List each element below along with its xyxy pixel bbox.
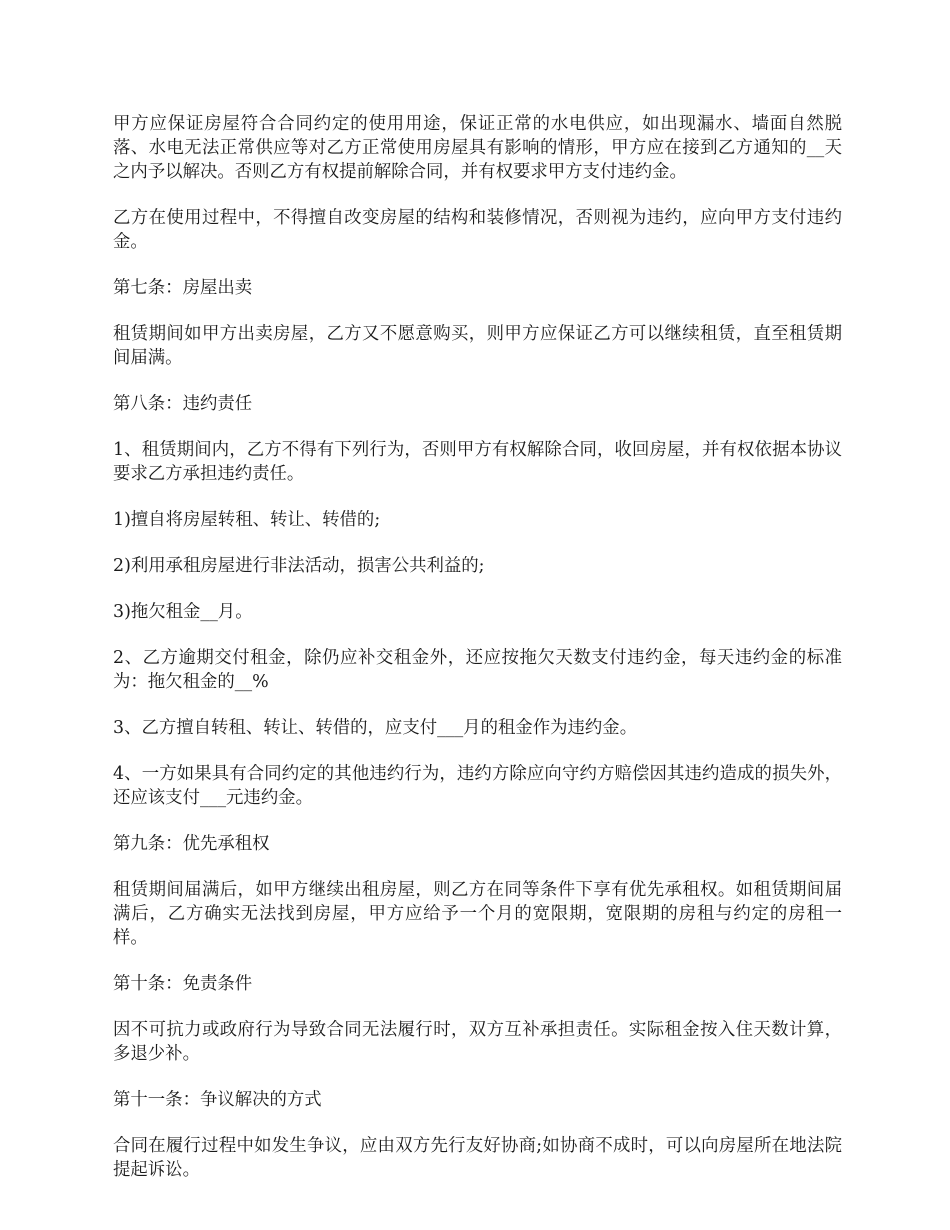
list-item-breach-1-3: 3)拖欠租金__月。 [113, 602, 253, 622]
paragraph-no-alteration: 乙方在使用过程中，不得擅自改变房屋的结构和装修情况，否则视为违约，应向甲方支付违约金。 [113, 208, 842, 252]
list-item-breach-1-2: 2)利用承租房屋进行非法活动，损害公共利益的; [113, 556, 485, 576]
paragraph-dispute-resolution: 合同在履行过程中如发生争议，应由双方先行友好协商;如协商不成时，可以向房屋所在地法院提起诉讼。 [113, 1136, 842, 1180]
heading-article-11: 第十一条：争议解决的方式 [113, 1090, 322, 1110]
paragraph-house-sale: 租赁期间如甲方出卖房屋，乙方又不愿意购买，则甲方应保证乙方可以继续租赁，直至租赁期间届满。 [113, 324, 842, 368]
paragraph-breach-1: 1、租赁期间内，乙方不得有下列行为，否则甲方有权解除合同，收回房屋，并有权依据本协议要求乙方承担违约责任。 [113, 440, 842, 484]
list-item-breach-1-1: 1)擅自将房屋转租、转让、转借的; [113, 510, 381, 530]
paragraph-priority-lease: 租赁期间届满后，如甲方继续出租房屋，则乙方在同等条件下享有优先承租权。如租赁期间届满后，乙方确实无法找到房屋，甲方应给予一个月的宽限期，宽限期的房租与约定的房租一样。 [113, 880, 842, 948]
paragraph-breach-4: 4、一方如果具有合同约定的其他违约行为，违约方除应向守约方赔偿因其违约造成的损失外，还应该支付___元违约金。 [113, 764, 842, 808]
paragraph-breach-2: 2、乙方逾期交付租金，除仍应补交租金外，还应按拖欠天数支付违约金，每天违约金的标准为：拖欠租金的__% [113, 648, 842, 692]
paragraph-force-majeure: 因不可抗力或政府行为导致合同无法履行时，双方互补承担责任。实际租金按入住天数计算，多退少补。 [113, 1020, 842, 1064]
heading-article-9: 第九条：优先承租权 [113, 834, 270, 854]
heading-article-7: 第七条：房屋出卖 [113, 278, 253, 298]
heading-article-10: 第十条：免责条件 [113, 974, 253, 994]
paragraph-utilities-guarantee: 甲方应保证房屋符合合同约定的使用用途，保证正常的水电供应，如出现漏水、墙面自然脱落、水电无法正常供应等对乙方正常使用房屋具有影响的情形，甲方应在接到乙方通知的__天之内予以解决。否则乙方有权提前解除合同，并有权要求甲方支付违约金。 [113, 114, 842, 182]
paragraph-breach-3: 3、乙方擅自转租、转让、转借的，应支付___月的租金作为违约金。 [113, 718, 638, 738]
heading-article-8: 第八条：违约责任 [113, 394, 253, 414]
